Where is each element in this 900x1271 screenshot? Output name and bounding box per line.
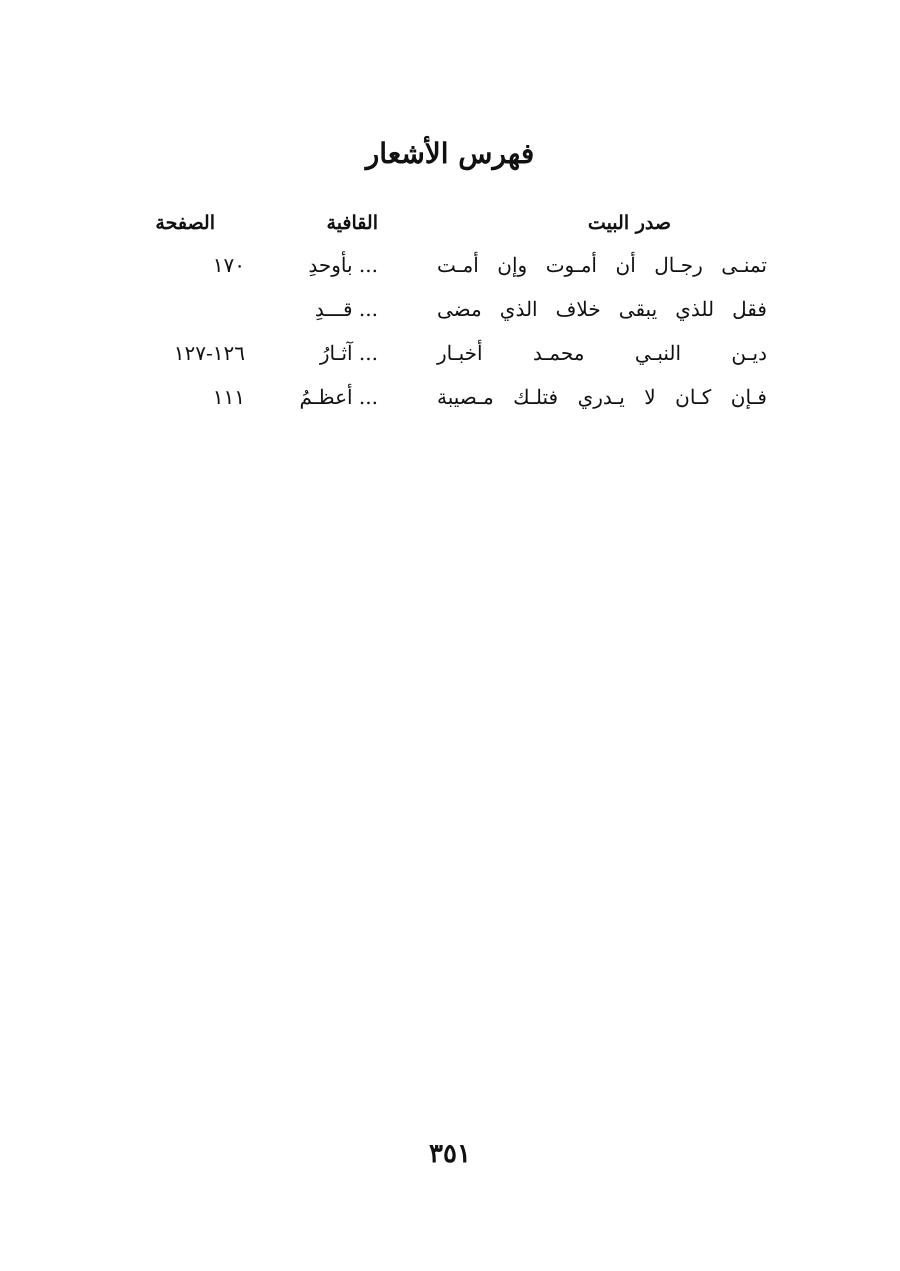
- verse-opening: ديـن النبـي محمـد أخبـار: [437, 341, 767, 365]
- poetry-index-table: [115, 204, 771, 422]
- page-ref: ١٢٦-١٢٧: [173, 341, 245, 365]
- table-row: [115, 246, 771, 290]
- rhyme-word: ... قـــدِ: [314, 297, 378, 321]
- table-header-row: [115, 204, 771, 242]
- table-row: [115, 378, 771, 422]
- page-ref: ١١١: [212, 385, 245, 409]
- rhyme-word: ... آثـارُ: [319, 341, 378, 365]
- table-row: [115, 334, 771, 378]
- table-row: [115, 290, 771, 334]
- rhyme-word: ... بأوحدِ: [308, 253, 378, 277]
- page-number: ٣٥١: [429, 1139, 471, 1169]
- verse-opening: فـإن كـان لا يـدري فتلـك مـصيبة: [437, 385, 767, 409]
- header-page: الصفحة: [155, 212, 215, 234]
- rhyme-word: ... أعظـمُ: [299, 385, 378, 409]
- header-verse: صدر البيت: [587, 212, 671, 234]
- verse-opening: تمنـى رجـال أن أمـوت وإن أمـت: [437, 253, 767, 277]
- header-rhyme: القافية: [326, 212, 378, 234]
- verse-opening: فقل للذي يبقى خلاف الذي مضى: [437, 297, 767, 321]
- page-ref: ١٧٠: [212, 253, 245, 277]
- page-title: فهرس الأشعار: [365, 137, 535, 170]
